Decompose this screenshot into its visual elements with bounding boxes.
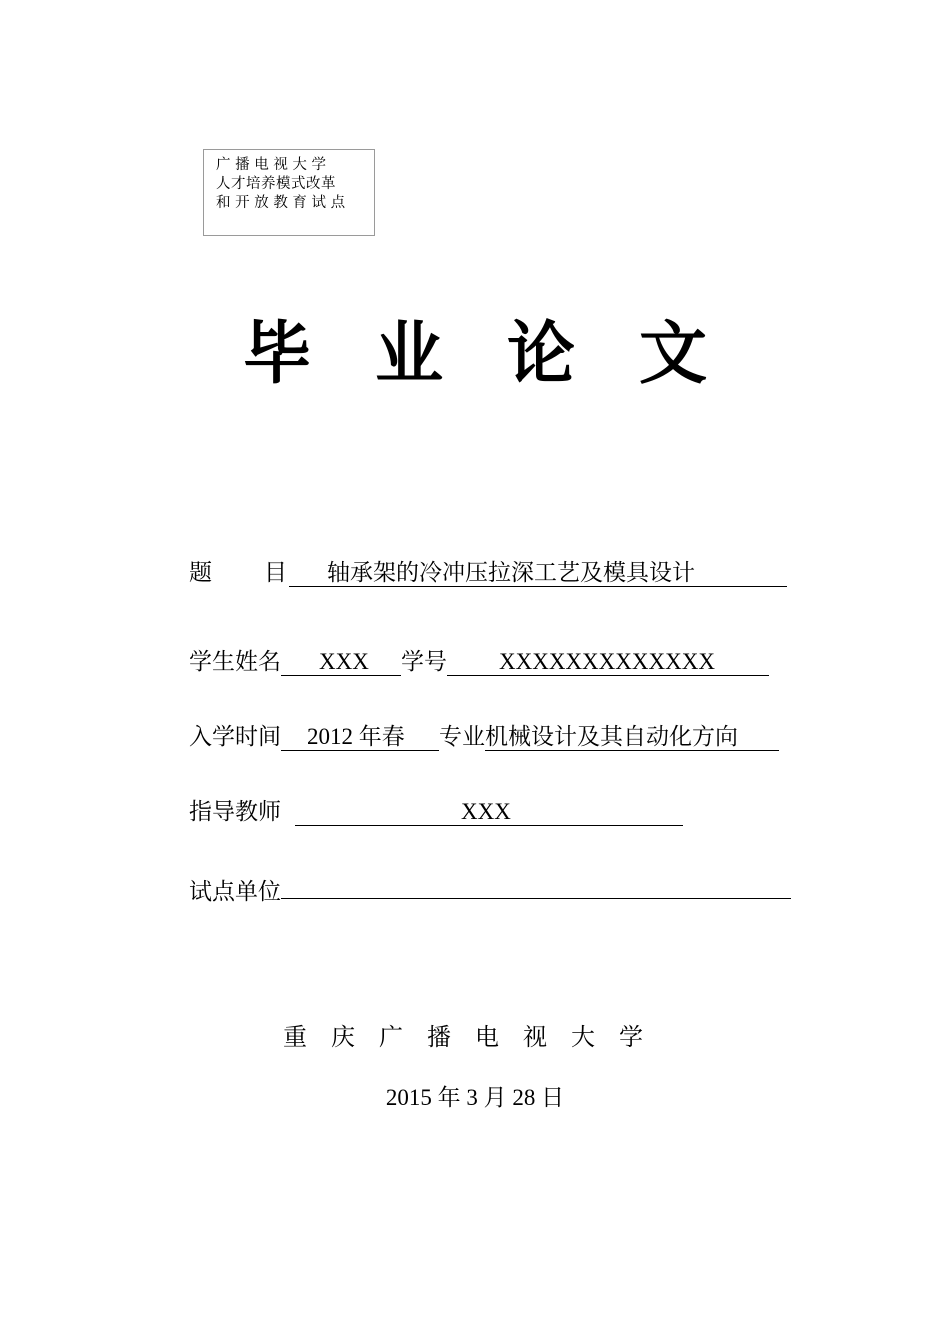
topic-label (189, 558, 289, 588)
advisor-field[interactable] (295, 799, 683, 826)
stamp-line-1: 广 播 电 视 大 学 (216, 157, 327, 173)
title-char-4: 文 (639, 315, 708, 394)
enroll-label: 入学时间 (189, 724, 281, 750)
major-label: 专业 (439, 724, 485, 750)
topic-row (189, 558, 787, 588)
document-title (0, 310, 950, 400)
student-id-label: 学号 (401, 649, 447, 675)
topic-value: 轴承架的冷冲压拉深工艺及模具设计 (327, 560, 695, 586)
stamp-line-3: 和 开 放 教 育 试 点 (216, 195, 346, 211)
student-id-field[interactable] (447, 649, 769, 676)
enroll-value: 2012 年春 (307, 724, 405, 749)
enroll-field[interactable] (281, 724, 439, 751)
advisor-row (189, 797, 683, 827)
topic-label-char-1: 题 (189, 560, 212, 586)
title-char-3: 论 (507, 315, 576, 394)
topic-field[interactable] (289, 560, 787, 587)
advisor-label: 指导教师 (189, 799, 281, 825)
student-row (189, 647, 769, 677)
unit-field[interactable] (281, 872, 791, 899)
student-name-label: 学生姓名 (189, 649, 281, 675)
topic-label-char-2: 目 (264, 560, 287, 586)
student-name-field[interactable] (281, 649, 401, 676)
title-char-1: 毕 (242, 315, 311, 394)
major-field[interactable] (485, 724, 779, 751)
student-id-value: XXXXXXXXXXXXX (499, 649, 715, 674)
student-name-value: XXX (319, 649, 369, 674)
major-value: 机械设计及其自动化方向 (485, 724, 738, 750)
university-name: 重庆广播电视大学 (283, 1023, 667, 1051)
unit-row (189, 872, 791, 907)
enroll-row (189, 722, 779, 752)
unit-label: 试点单位 (189, 879, 281, 905)
stamp-line-2: 人才培养模式改革 (216, 176, 336, 192)
submission-date: 2015 年 3 月 28 日 (385, 1085, 565, 1110)
title-char-2: 业 (374, 315, 443, 394)
advisor-value: XXX (461, 799, 511, 824)
pilot-program-stamp (203, 149, 375, 236)
